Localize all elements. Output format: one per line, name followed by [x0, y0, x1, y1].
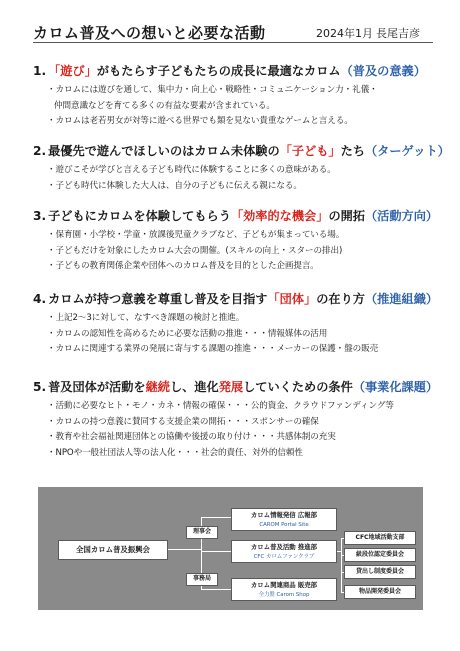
section-4: [33, 290, 445, 358]
heading-text: の開拓: [328, 209, 365, 223]
heading-keyword: 「効率的な機会」: [230, 209, 329, 223]
page-title: カロム普及への想いと必要な活動: [33, 24, 266, 42]
dept-name: カロム関連商品 販売部: [250, 581, 318, 589]
section-number: 1.: [33, 64, 47, 78]
section-3: [33, 207, 445, 275]
list-item: ・遊びこそが学びと言える子ども時代に体験することに多くの意味がある。: [47, 165, 336, 175]
connector-line: [201, 551, 231, 552]
section-heading: [33, 207, 445, 226]
heading-keyword: 「団体」: [267, 292, 317, 306]
dept-sub: CFC カロムファンクラブ: [253, 554, 315, 560]
heading-text: の在り方: [316, 292, 365, 306]
list-item: ・カロムには遊びを通して、集中力・向上心・戦略性・コミュニケーション力・礼儀・: [47, 85, 378, 95]
heading-tag: （事業化課題）: [352, 380, 439, 394]
office-label: 事務局: [186, 573, 218, 586]
section-heading: [33, 142, 450, 161]
bullet-list: [47, 163, 445, 194]
list-item: ・カロムの持つ意義に賛同する支援企業の開拓・・・スポンサーの確保: [47, 416, 319, 427]
section-heading: [33, 290, 445, 309]
section-5: [33, 378, 445, 461]
heading-keyword: 「遊び」: [48, 64, 97, 78]
heading-text: していくための条件: [243, 380, 353, 394]
connector-line: [168, 549, 201, 550]
dept-name: カロム情報発信 広報部: [250, 511, 318, 519]
connector-line: [341, 538, 342, 592]
section-heading: [33, 62, 445, 81]
heading-text: たち: [340, 144, 365, 158]
heading-text: がもたらす子どもたちの成長に最適なカロム: [96, 64, 341, 78]
list-item: ・子どもだけを対象にしたカロム大会の開催。(スキルの向上・スターの排出): [47, 245, 343, 256]
board-label: 理事会: [186, 526, 218, 539]
committee-rank: 級段位認定委員会: [344, 548, 416, 562]
heading-keyword: 発展: [218, 380, 244, 394]
committee-lending: 貸出し制度委員会: [344, 565, 416, 579]
org-root-node: 全国カロム普及振興会: [58, 540, 168, 560]
heading-tag: （ターゲット）: [365, 144, 450, 158]
bullet-list: [47, 399, 445, 461]
org-chart: [38, 487, 423, 610]
heading-tag: （普及の意義）: [340, 64, 426, 78]
list-item: 仲間意識などを育てる多くの有益な要素が含まれている。: [54, 100, 275, 111]
section-number: 3.: [33, 209, 47, 223]
author-name: 長尾吉彦: [376, 27, 420, 40]
list-item: ・子ども時代に体験した大人は、自分の子どもに伝える親になる。: [47, 180, 302, 191]
heading-tag: （活動方向）: [365, 209, 439, 223]
section-number: 2.: [33, 144, 47, 158]
connector-line: [201, 517, 231, 518]
dept-name: カロム普及活動 推進部: [250, 543, 318, 551]
dept-pr: [231, 508, 337, 531]
bullet-list: [47, 228, 445, 275]
list-item: ・カロムの認知性を高めるために必要な活動の推進・・・情報媒体の活用: [47, 328, 328, 339]
section-heading: [33, 378, 445, 397]
section-1: [33, 62, 445, 130]
heading-text: 子どもにカロムを体験してもらう: [48, 209, 231, 223]
dept-sub: 全力盤 Carom Shop: [258, 592, 310, 598]
list-item: ・カロムに関連する業界の発展に寄与する課題の推進・・・メーカーの保護・盤の販売: [47, 344, 379, 355]
list-item: ・NPOや一般社団法人等の法人化・・・社会的責任、対外的信頼性: [47, 447, 303, 458]
list-item: ・上記2～3に対して、なすべき課題の検討と推進。: [47, 313, 245, 323]
document-date: 2024年1月: [316, 27, 373, 40]
list-item: ・カロムは老若男女が対等に遊べる世界でも類を見ない貴重なゲームと言える。: [47, 116, 353, 127]
list-item: ・保育園・小学校・学童・放課後児童クラブなど、子どもが集まっている場。: [47, 230, 345, 240]
heading-keyword: 継続: [145, 380, 170, 394]
list-item: ・活動に必要なヒト・モノ・カネ・情報の確保・・・公的資金、クラウドファンディング等: [47, 401, 394, 411]
section-number: 5.: [33, 380, 47, 394]
heading-keyword: 「子ども」: [279, 144, 341, 158]
section-number: 4.: [33, 292, 47, 306]
list-item: ・子どもの教育関係企業や団体へのカロム普及を目的とした企画提言。: [47, 261, 319, 272]
section-2: [33, 142, 450, 194]
header: [33, 22, 433, 43]
heading-text: 最優先で遊んでほしいのはカロム未体験の: [48, 144, 280, 158]
committee-regional: CFC地域活動支部: [344, 531, 416, 545]
heading-tag: （推進組織）: [365, 292, 439, 306]
committee-product: 物品開発委員会: [344, 585, 416, 599]
dept-sales: [231, 578, 337, 601]
dept-sub: CAROM Portal Site: [259, 522, 309, 528]
bullet-list: [47, 83, 445, 130]
list-item: ・教育や社会福祉関連団体との協働や後援の取り付け・・・共感体制の充実: [47, 432, 336, 443]
heading-text: し、進化: [170, 380, 219, 394]
heading-text: カロムが持つ意義を尊重し普及を目指す: [48, 292, 268, 306]
connector-line: [201, 589, 231, 590]
bullet-list: [47, 311, 445, 358]
heading-text: 普及団体が活動を: [48, 380, 146, 394]
dept-promotion: [231, 540, 337, 563]
